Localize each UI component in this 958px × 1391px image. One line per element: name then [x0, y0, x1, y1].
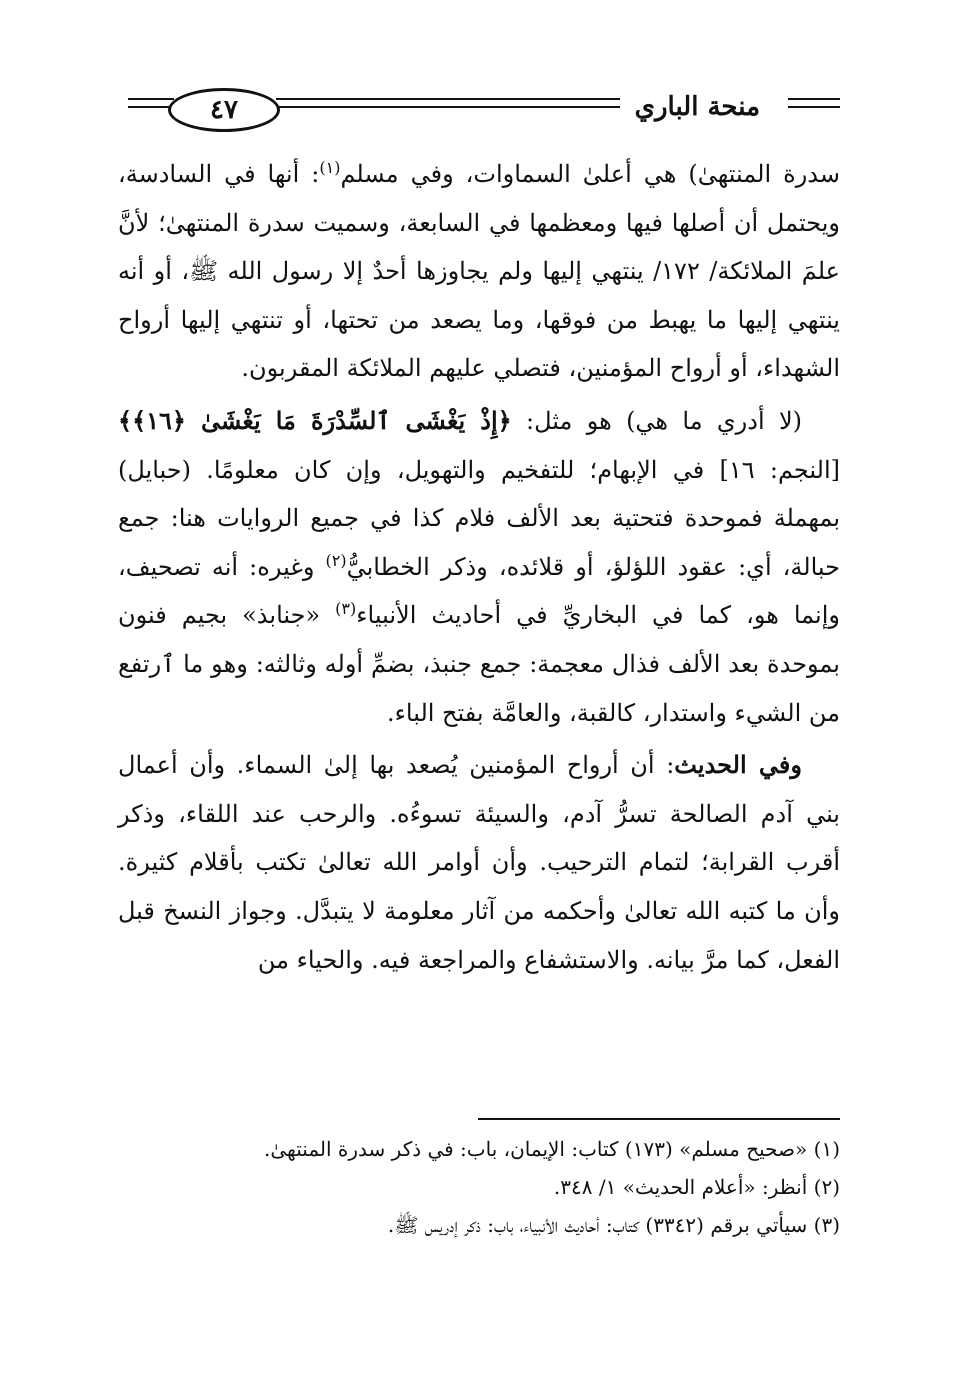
paragraph-3-rest: : أن أرواح المؤمنين يُصعد بها إلىٰ السماء. وأن أعمال بني آدم الصالحة تسرُّ آدم، والسيئة تسوءُه. والرحب عند اللقاء، وذكر أقرب القرابة؛ لتمام الترحيب. وأن أوامر الله تعالىٰ تكتب بأقلام كثيرة. وأن ما كتبه الله تعالىٰ وأحكمه من آثار معلومة لا يتبدَّل. وجواز النسخ قبل الفعل، كما مرَّ بيانه. والاستشفاع والمراجعة فيه. والحياء من	[118, 751, 840, 974]
header-rule-left-top	[128, 98, 174, 100]
paragraph-2-part-3: وغيره: أنه تصحيف، وإنما هو، كما في البخاريِّ في أحاديث الأنبياء	[118, 552, 840, 630]
header-rule-middle-bottom	[276, 106, 620, 108]
paragraph-3-lead: وفي الحديث	[674, 750, 802, 780]
header-rule-middle-top	[276, 98, 620, 100]
footnotes	[118, 1130, 840, 1244]
header-rule-right-top	[788, 98, 840, 100]
footnote-separator	[478, 1118, 840, 1120]
header-rule-right-bottom	[788, 106, 840, 108]
footnote-ref-3: (٣)	[335, 599, 357, 619]
paragraph-2-part-2: [النجم: ١٦] في الإبهام؛ للتفخيم والتهويل، وإن كان معلومًا. (حبايل) بمهملة فموحدة فتحتية بعد الألف فلام كذا في جميع الروايات هنا: جمع حبالة، أي: عقود اللؤلؤ، أو قلائده، وذكر الخطابيُّ	[118, 455, 841, 581]
paragraph-2-part-4: «جنابذ» بجيم فنون بموحدة بعد الألف فذال معجمة: جمع جنبذ، بضمِّ أوله وثالثه: وهو ما ٱرتفع من الشيء واستدار، كالقبة، والعامَّة بفتح الباء.	[118, 601, 840, 727]
footnote-1: (١) «صحيح مسلم» (١٧٣) كتاب: الإيمان، باب: في ذكر سدرة المنتهىٰ.	[264, 1137, 840, 1161]
footnote-3: (٣) سيأتي برقم (٣٣٤٢) كتاب: أحاديث الأنبياء، باب: ذكر إدريس ﷺ.	[387, 1213, 840, 1237]
book-title: منحة الباري	[634, 92, 760, 122]
page-header	[128, 84, 840, 136]
paragraph-1-part-2: : أنها في السادسة، ويحتمل أن أصلها فيها ومعظمها في السابعة، وسميت سدرة المنتهىٰ؛ لأنَّ علمَ الملائكة/ ١٧٢/ ينتهي إليها ولم يجاوزها أحدٌ إلا رسول الله ﷺ، أو أنه ينتهي إليها ما يهبط من فوقها، وما يصعد من تحتها، أو تنتهي إليها أرواح الشهداء، أو أرواح المؤمنين، فتصلي عليهم الملائكة المقربون.	[118, 160, 840, 383]
page-number: ٤٧	[168, 88, 280, 132]
footnote-2: (٢) أنظر: «أعلام الحديث» ١/ ٣٤٨.	[553, 1175, 840, 1199]
paragraph-2	[118, 397, 840, 737]
paragraph-2-part-1: (لا أدري ما هي) هو مثل:	[526, 406, 802, 435]
footnote-ref-2: (٢)	[325, 550, 347, 570]
header-rule-left-bottom	[128, 106, 174, 108]
footnote-ref-1: (١)	[319, 158, 341, 177]
main-text	[118, 150, 840, 984]
quran-verse: ﴿إِذْ يَغْشَى ٱلسِّدْرَةَ مَا يَغْشَىٰ ﴿١٦﴾﴾	[118, 405, 512, 435]
paragraph-1	[118, 150, 840, 393]
paragraph-1-part-1: سدرة المنتهىٰ) هي أعلىٰ السماوات، وفي مسلم	[340, 160, 840, 188]
paragraph-3	[118, 741, 840, 984]
